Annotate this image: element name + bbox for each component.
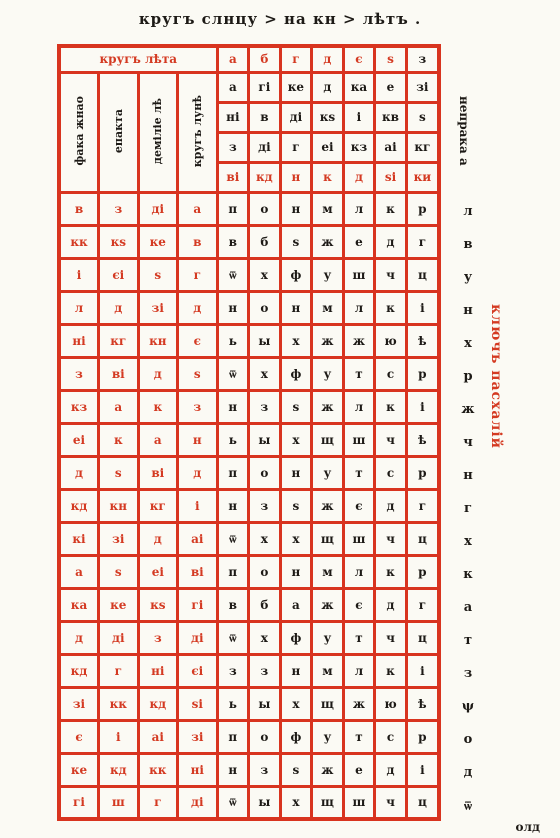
- header-cell: з: [217, 132, 249, 162]
- header-letter: ѕ: [375, 46, 407, 72]
- table-cell: ь: [217, 687, 249, 720]
- header-cell: кѕ: [312, 102, 344, 132]
- header-cell: ке: [280, 72, 312, 102]
- table-cell: кк: [138, 753, 178, 786]
- header-cell: гі: [249, 72, 281, 102]
- right-column-label: непрака а: [457, 96, 471, 166]
- table-row: [59, 225, 439, 258]
- red-side-label: ключъ пасхалій: [488, 304, 504, 450]
- table-cell: х: [249, 621, 281, 654]
- right-value: х: [464, 336, 472, 351]
- table-cell: о: [249, 720, 281, 753]
- table-cell: ч: [375, 621, 407, 654]
- table-cell: ке: [138, 225, 178, 258]
- table-cell: ѕ: [99, 456, 139, 489]
- table-row: [59, 489, 439, 522]
- table-cell: ѿ: [217, 786, 249, 819]
- table-cell: єі: [99, 258, 139, 291]
- table-cell: у: [312, 720, 344, 753]
- table-cell: ѕ: [280, 489, 312, 522]
- right-value: ч: [463, 435, 473, 450]
- right-value: г: [464, 501, 472, 516]
- table-cell: р: [406, 720, 439, 753]
- table-cell: ѕ: [178, 357, 218, 390]
- header-cell: ді: [280, 102, 312, 132]
- header-cell: кг: [406, 132, 439, 162]
- table-cell: еі: [138, 555, 178, 588]
- table-cell: к: [375, 390, 407, 423]
- right-value: х: [464, 534, 472, 549]
- right-value: з: [463, 666, 473, 681]
- header-cell: ѕ: [406, 102, 439, 132]
- table-cell: аі: [138, 720, 178, 753]
- table-cell: т: [343, 621, 375, 654]
- table-cell: ф: [280, 357, 312, 390]
- table-cell: і: [406, 753, 439, 786]
- table-cell: в: [178, 225, 218, 258]
- header-letter: а: [217, 46, 249, 72]
- table-cell: н: [280, 291, 312, 324]
- table-cell: ді: [99, 621, 139, 654]
- table-cell: м: [312, 291, 344, 324]
- table-cell: м: [312, 555, 344, 588]
- table-cell: х: [249, 357, 281, 390]
- table-cell: ні: [59, 324, 99, 357]
- table-row: [59, 390, 439, 423]
- table-cell: і: [406, 654, 439, 687]
- header-cell: н: [280, 162, 312, 192]
- header-cell: кд: [249, 162, 281, 192]
- right-value: т: [463, 633, 473, 648]
- table-cell: ц: [406, 621, 439, 654]
- table-cell: ф: [280, 621, 312, 654]
- table-cell: о: [249, 555, 281, 588]
- header-cell: г: [280, 132, 312, 162]
- page-title: кругъ слнцу > на кн > лѣтъ .: [138, 10, 422, 28]
- table-cell: кг: [138, 489, 178, 522]
- table-cell: п: [217, 456, 249, 489]
- table-cell: р: [406, 555, 439, 588]
- table-cell: н: [178, 423, 218, 456]
- table-cell: єі: [178, 654, 218, 687]
- table-cell: зі: [178, 720, 218, 753]
- table-cell: з: [178, 390, 218, 423]
- table-cell: ц: [406, 258, 439, 291]
- table-cell: кк: [99, 687, 139, 720]
- table-row: [59, 720, 439, 753]
- table-cell: з: [59, 357, 99, 390]
- table-cell: кѕ: [138, 588, 178, 621]
- table-cell: р: [406, 192, 439, 225]
- table-cell: є: [343, 489, 375, 522]
- table-cell: в: [217, 588, 249, 621]
- table-cell: е: [343, 225, 375, 258]
- header-cell: кз: [343, 132, 375, 162]
- table-cell: г: [406, 225, 439, 258]
- table-cell: є: [343, 588, 375, 621]
- table-cell: ка: [59, 588, 99, 621]
- table-cell: д: [178, 291, 218, 324]
- header-cell: кв: [375, 102, 407, 132]
- body-rows: [59, 192, 439, 819]
- table-cell: л: [343, 390, 375, 423]
- header-cell: ки: [406, 162, 439, 192]
- table-cell: кн: [99, 489, 139, 522]
- vertical-label: фака жнао: [59, 72, 99, 192]
- vertical-label: кругъ лунѣ: [178, 72, 218, 192]
- table-cell: с: [375, 456, 407, 489]
- table-cell: х: [280, 687, 312, 720]
- table-cell: і: [99, 720, 139, 753]
- table-cell: ч: [375, 786, 407, 819]
- table-cell: н: [280, 555, 312, 588]
- right-value: л: [463, 204, 473, 219]
- right-value: ψ: [461, 699, 475, 714]
- right-value: н: [463, 468, 473, 483]
- table-cell: ѕ: [280, 225, 312, 258]
- header-cell: і: [343, 102, 375, 132]
- table-cell: кд: [138, 687, 178, 720]
- right-value: к: [463, 567, 473, 582]
- table-cell: кѕ: [99, 225, 139, 258]
- table-cell: д: [59, 621, 99, 654]
- header-cell: д: [312, 72, 344, 102]
- table-cell: б: [249, 225, 281, 258]
- table-cell: г: [138, 786, 178, 819]
- paschal-calendar-table: [57, 44, 441, 821]
- table-cell: кн: [138, 324, 178, 357]
- table-cell: н: [217, 291, 249, 324]
- table-cell: л: [343, 291, 375, 324]
- table-row: [59, 654, 439, 687]
- table-cell: і: [406, 291, 439, 324]
- table-cell: щ: [312, 786, 344, 819]
- header-letter: є: [343, 46, 375, 72]
- table-cell: о: [249, 456, 281, 489]
- header-cell: аі: [375, 132, 407, 162]
- table-cell: зі: [99, 522, 139, 555]
- table-cell: ш: [343, 423, 375, 456]
- table-cell: д: [59, 456, 99, 489]
- table-cell: с: [375, 357, 407, 390]
- table-cell: г: [406, 588, 439, 621]
- table-cell: ч: [375, 522, 407, 555]
- table-cell: л: [343, 654, 375, 687]
- table-cell: д: [375, 225, 407, 258]
- header-cell: д: [343, 162, 375, 192]
- table-cell: ц: [406, 522, 439, 555]
- table-cell: ш: [343, 522, 375, 555]
- table-cell: ѣ: [406, 423, 439, 456]
- table-cell: і: [406, 390, 439, 423]
- table-cell: ц: [406, 786, 439, 819]
- header-cell: зі: [406, 72, 439, 102]
- table-cell: х: [249, 258, 281, 291]
- table-row: [59, 357, 439, 390]
- table-cell: о: [249, 192, 281, 225]
- table-cell: з: [138, 621, 178, 654]
- header-cell: е: [375, 72, 407, 102]
- table-cell: ні: [178, 753, 218, 786]
- table-cell: а: [178, 192, 218, 225]
- table-cell: є: [178, 324, 218, 357]
- table-cell: д: [375, 489, 407, 522]
- table-cell: еі: [59, 423, 99, 456]
- table-cell: д: [375, 753, 407, 786]
- vertical-label: епакта: [99, 72, 139, 192]
- table-cell: д: [138, 522, 178, 555]
- table-cell: гі: [178, 588, 218, 621]
- right-value: у: [463, 270, 473, 285]
- table-cell: ы: [249, 786, 281, 819]
- table-row: [59, 324, 439, 357]
- table-cell: зі: [59, 687, 99, 720]
- table-cell: а: [99, 390, 139, 423]
- table-cell: ні: [138, 654, 178, 687]
- table-cell: ѕі: [178, 687, 218, 720]
- table-cell: зі: [138, 291, 178, 324]
- table-cell: г: [99, 654, 139, 687]
- table-cell: к: [375, 654, 407, 687]
- vertical-label: деміліе лѣ: [138, 72, 178, 192]
- table-cell: в: [59, 192, 99, 225]
- table-cell: ді: [138, 192, 178, 225]
- table-row: [59, 621, 439, 654]
- table-cell: п: [217, 192, 249, 225]
- table-cell: ѿ: [217, 522, 249, 555]
- table-cell: л: [343, 555, 375, 588]
- table-cell: кг: [99, 324, 139, 357]
- table-cell: ю: [375, 324, 407, 357]
- table-cell: ь: [217, 423, 249, 456]
- table-cell: ке: [99, 588, 139, 621]
- right-value: о: [463, 732, 473, 747]
- table-cell: д: [99, 291, 139, 324]
- table-cell: ѕ: [280, 753, 312, 786]
- table-cell: ѣ: [406, 687, 439, 720]
- header-cell: ді: [249, 132, 281, 162]
- table-cell: ѣ: [406, 324, 439, 357]
- table-cell: ж: [312, 753, 344, 786]
- table-cell: х: [280, 522, 312, 555]
- table-cell: н: [217, 753, 249, 786]
- right-value: р: [463, 369, 473, 384]
- table-cell: ю: [375, 687, 407, 720]
- table-cell: кд: [59, 654, 99, 687]
- table-cell: к: [375, 291, 407, 324]
- table-cell: т: [343, 357, 375, 390]
- table-cell: ке: [59, 753, 99, 786]
- table-cell: п: [217, 720, 249, 753]
- table-cell: кк: [59, 225, 99, 258]
- table-cell: к: [99, 423, 139, 456]
- table-cell: т: [343, 720, 375, 753]
- table-cell: ы: [249, 687, 281, 720]
- table-cell: б: [249, 588, 281, 621]
- table-cell: з: [249, 390, 281, 423]
- table-cell: аі: [178, 522, 218, 555]
- table-cell: ф: [280, 720, 312, 753]
- table-cell: з: [217, 654, 249, 687]
- table-cell: кд: [99, 753, 139, 786]
- table-cell: з: [99, 192, 139, 225]
- table-cell: гі: [59, 786, 99, 819]
- header-cell: ні: [217, 102, 249, 132]
- table-cell: г: [406, 489, 439, 522]
- table-cell: ш: [99, 786, 139, 819]
- table-cell: кд: [59, 489, 99, 522]
- table-cell: ж: [343, 324, 375, 357]
- table-cell: і: [178, 489, 218, 522]
- table-cell: у: [312, 357, 344, 390]
- table-cell: ѿ: [217, 357, 249, 390]
- table-cell: щ: [312, 522, 344, 555]
- table-cell: н: [280, 654, 312, 687]
- header-letter: г: [280, 46, 312, 72]
- table-cell: н: [280, 192, 312, 225]
- table-cell: л: [343, 192, 375, 225]
- table-cell: ж: [312, 489, 344, 522]
- header-merged-title: кругъ лѣта: [59, 46, 217, 72]
- header-cell: ві: [217, 162, 249, 192]
- right-value: в: [463, 237, 473, 252]
- table-cell: о: [249, 291, 281, 324]
- table-cell: в: [217, 225, 249, 258]
- right-column: [455, 44, 481, 814]
- table-cell: н: [217, 489, 249, 522]
- table-cell: ы: [249, 324, 281, 357]
- right-value: н: [463, 303, 473, 318]
- table-cell: х: [280, 423, 312, 456]
- table-cell: с: [375, 720, 407, 753]
- table-cell: і: [59, 258, 99, 291]
- table-cell: х: [249, 522, 281, 555]
- table-cell: ѕ: [99, 555, 139, 588]
- table-cell: т: [343, 456, 375, 489]
- table-row: [59, 456, 439, 489]
- table-cell: н: [280, 456, 312, 489]
- table-row: [59, 555, 439, 588]
- table-cell: д: [178, 456, 218, 489]
- table-cell: к: [375, 192, 407, 225]
- table-cell: к: [138, 390, 178, 423]
- table-cell: у: [312, 456, 344, 489]
- table-cell: ѿ: [217, 621, 249, 654]
- right-value: а: [463, 600, 473, 615]
- table-row: [59, 258, 439, 291]
- table-cell: м: [312, 654, 344, 687]
- bottom-marks: [0, 814, 560, 838]
- table-cell: ж: [312, 324, 344, 357]
- table-cell: щ: [312, 423, 344, 456]
- header-cell: ка: [343, 72, 375, 102]
- table-row: [59, 753, 439, 786]
- table-row: [59, 588, 439, 621]
- table-cell: ш: [343, 258, 375, 291]
- table-cell: а: [280, 588, 312, 621]
- table-cell: п: [217, 555, 249, 588]
- table-row: [59, 423, 439, 456]
- table-cell: кз: [59, 390, 99, 423]
- table-cell: р: [406, 456, 439, 489]
- table-cell: у: [312, 621, 344, 654]
- header-cell: к: [312, 162, 344, 192]
- table-cell: ж: [343, 687, 375, 720]
- table-cell: ѿ: [217, 258, 249, 291]
- table-cell: а: [59, 555, 99, 588]
- table-cell: а: [138, 423, 178, 456]
- corner-text: олд: [515, 820, 540, 834]
- table-cell: ді: [178, 786, 218, 819]
- table-cell: з: [249, 654, 281, 687]
- table-cell: у: [312, 258, 344, 291]
- table-cell: з: [249, 489, 281, 522]
- table-cell: ѕ: [280, 390, 312, 423]
- header-cell: в: [249, 102, 281, 132]
- table-cell: ж: [312, 390, 344, 423]
- table-row: [59, 291, 439, 324]
- table-cell: е: [343, 753, 375, 786]
- table-cell: н: [217, 390, 249, 423]
- table-cell: ві: [99, 357, 139, 390]
- table-row: [59, 522, 439, 555]
- table-cell: ч: [375, 423, 407, 456]
- table-cell: є: [59, 720, 99, 753]
- table-cell: ы: [249, 423, 281, 456]
- table-cell: ві: [138, 456, 178, 489]
- table-cell: л: [59, 291, 99, 324]
- table-cell: з: [249, 753, 281, 786]
- table-cell: д: [138, 357, 178, 390]
- table-cell: кі: [59, 522, 99, 555]
- table-cell: ж: [312, 588, 344, 621]
- table-cell: ш: [343, 786, 375, 819]
- table-cell: м: [312, 192, 344, 225]
- table-cell: д: [375, 588, 407, 621]
- table-row: [59, 192, 439, 225]
- header-letter: д: [312, 46, 344, 72]
- table-cell: ф: [280, 258, 312, 291]
- table-cell: р: [406, 357, 439, 390]
- table-cell: г: [178, 258, 218, 291]
- table-cell: х: [280, 786, 312, 819]
- table-row: [59, 687, 439, 720]
- table-cell: к: [375, 555, 407, 588]
- header-letter: з: [406, 46, 439, 72]
- table-cell: ві: [178, 555, 218, 588]
- table-cell: ді: [178, 621, 218, 654]
- table-cell: ѕ: [138, 258, 178, 291]
- table-cell: ч: [375, 258, 407, 291]
- right-value: д: [463, 765, 473, 780]
- right-value: ѿ: [463, 799, 473, 814]
- header-cell: ѕі: [375, 162, 407, 192]
- table-cell: ь: [217, 324, 249, 357]
- header-cell: а: [217, 72, 249, 102]
- table-cell: щ: [312, 687, 344, 720]
- table-cell: ж: [312, 225, 344, 258]
- table-cell: х: [280, 324, 312, 357]
- calendar-table-wrap: [57, 44, 441, 814]
- right-value: ж: [461, 402, 475, 417]
- header-letter: б: [249, 46, 281, 72]
- header-cell: еі: [312, 132, 344, 162]
